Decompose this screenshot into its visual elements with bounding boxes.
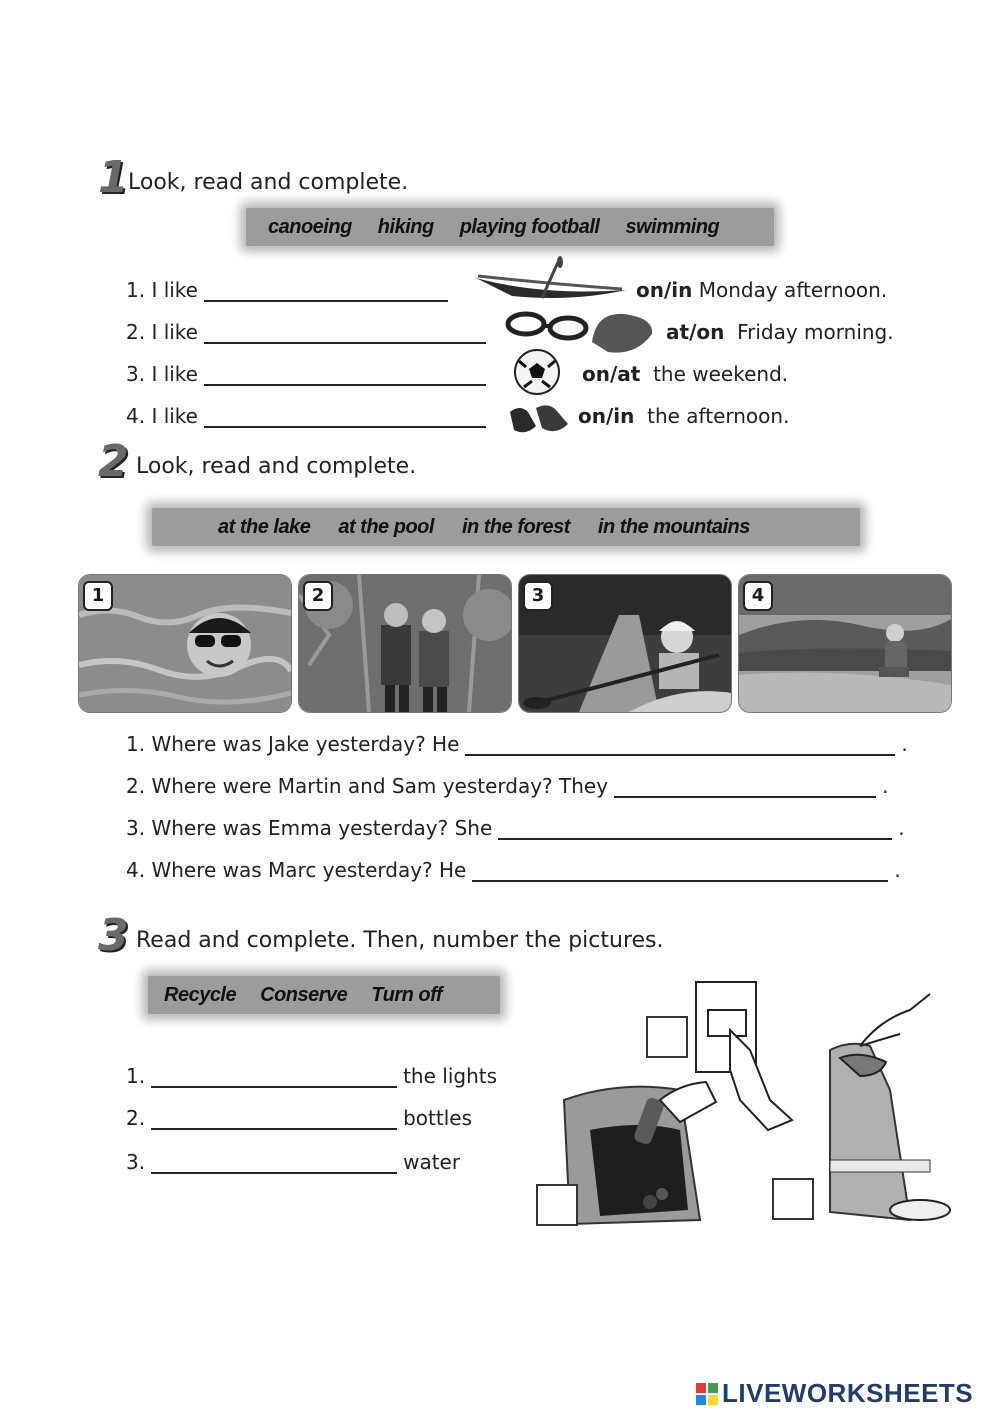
end-mark: . xyxy=(898,816,905,840)
row-label: 1. I like xyxy=(126,278,198,302)
word-bank-item: Turn off xyxy=(371,983,443,1006)
row-rest: bottles xyxy=(403,1106,472,1130)
photo-number: 3 xyxy=(523,581,553,611)
word-bank-item: Recycle xyxy=(164,983,237,1006)
answer-input-1-3[interactable] xyxy=(204,362,486,386)
answer-input-1-1[interactable] xyxy=(204,278,448,302)
exercise-1-row-4-options xyxy=(578,404,789,428)
exercise-2-question-4 xyxy=(126,858,901,882)
row-rest: the afternoon. xyxy=(634,404,790,428)
option-separator: / xyxy=(663,278,672,302)
option-word[interactable]: on xyxy=(696,320,725,344)
word-bank-item: Conserve xyxy=(260,983,348,1006)
word-bank-item: at the lake xyxy=(218,515,311,538)
exercise-2-number: 2 xyxy=(98,436,129,487)
exercise-1-row-4 xyxy=(126,404,492,428)
exercise-1-row-3-options xyxy=(582,362,788,386)
option-word[interactable]: on xyxy=(636,278,664,302)
row-label: 4. I like xyxy=(126,404,198,428)
option-word[interactable]: on xyxy=(578,404,606,428)
row-label: 3. I like xyxy=(126,362,198,386)
exercise-3-heading: Read and complete. Then, number the pictures. xyxy=(136,928,664,953)
answer-input-1-4[interactable] xyxy=(204,404,486,428)
picture-number-box-tap[interactable] xyxy=(772,1178,814,1220)
liveworksheets-logo-icon xyxy=(696,1383,718,1405)
photo-swimming xyxy=(78,574,292,713)
exercise-1-number: 1 xyxy=(98,152,129,203)
word-bank-item: hiking xyxy=(377,215,434,238)
hand-icon xyxy=(730,1030,792,1130)
exercise-3-illustration xyxy=(530,980,960,1230)
exercise-3-row-1 xyxy=(126,1064,497,1088)
question-text: 1. Where was Jake yesterday? He xyxy=(126,732,460,756)
row-rest: the lights xyxy=(403,1064,498,1088)
hiking-boots-icon xyxy=(506,402,572,438)
row-label: 1. xyxy=(126,1064,146,1088)
exercise-1-row-1-options xyxy=(636,278,887,302)
option-separator: / xyxy=(689,320,697,344)
exercise-3-row-3 xyxy=(126,1150,460,1174)
exercise-3-number: 3 xyxy=(98,910,129,961)
exercise-2-heading: Look, read and complete. xyxy=(136,454,417,479)
answer-input-2-2[interactable] xyxy=(614,774,876,798)
word-bank-item: at the pool xyxy=(338,515,434,538)
option-word[interactable]: at xyxy=(666,320,690,344)
answer-input-2-3[interactable] xyxy=(498,816,892,840)
option-word[interactable]: on xyxy=(582,362,610,386)
question-text: 4. Where was Marc yesterday? He xyxy=(126,858,467,882)
exercise-1-row-3 xyxy=(126,362,492,386)
answer-input-1-2[interactable] xyxy=(204,320,486,344)
picture-number-box-switch[interactable] xyxy=(646,1016,688,1058)
answer-input-2-1[interactable] xyxy=(465,732,895,756)
photo-number: 4 xyxy=(743,581,773,611)
word-bank-item: playing football xyxy=(459,215,600,238)
exercise-2-question-1 xyxy=(126,732,908,756)
option-separator: / xyxy=(605,404,614,428)
option-word[interactable]: in xyxy=(613,404,635,428)
question-text: 3. Where was Emma yesterday? She xyxy=(126,816,493,840)
photo-mountains xyxy=(738,574,952,713)
exercise-2-question-2 xyxy=(126,774,888,798)
exercise-1-row-2-options xyxy=(666,320,894,344)
footer-logo xyxy=(696,1378,973,1409)
option-word[interactable]: at xyxy=(617,362,641,386)
row-label: 3. xyxy=(126,1150,146,1174)
exercise-3-word-bank xyxy=(148,976,500,1014)
logo-text: LIVEWORKSHEETS xyxy=(722,1378,974,1408)
photo-forest xyxy=(298,574,512,713)
football-icon xyxy=(510,347,564,397)
answer-input-3-1[interactable] xyxy=(151,1064,397,1088)
row-rest: Monday afternoon. xyxy=(692,278,888,302)
kayak-icon xyxy=(472,256,630,304)
row-rest: water xyxy=(403,1150,461,1174)
option-separator: / xyxy=(609,362,618,386)
question-text: 2. Where were Martin and Sam yesterday? They xyxy=(126,774,609,798)
exercise-1-word-bank xyxy=(246,208,774,246)
row-rest: Friday morning. xyxy=(724,320,894,344)
exercise-1-heading: Look, read and complete. xyxy=(128,170,409,195)
end-mark: . xyxy=(901,732,908,756)
option-word[interactable]: in xyxy=(671,278,693,302)
word-bank-item: canoeing xyxy=(268,215,352,238)
photo-lake xyxy=(518,574,732,713)
exercise-3-row-2 xyxy=(126,1106,472,1130)
word-bank-item: swimming xyxy=(625,215,720,238)
answer-input-3-3[interactable] xyxy=(151,1150,397,1174)
exercise-2-question-3 xyxy=(126,816,905,840)
answer-input-3-2[interactable] xyxy=(151,1106,397,1130)
end-mark: . xyxy=(882,774,889,798)
answer-input-2-4[interactable] xyxy=(472,858,888,882)
row-label: 2. I like xyxy=(126,320,198,344)
exercise-1-row-1 xyxy=(126,278,454,302)
word-bank-item: in the forest xyxy=(461,515,570,538)
exercise-2-word-bank xyxy=(152,508,860,546)
exercise-1-row-2 xyxy=(126,320,492,344)
word-bank-item: in the mountains xyxy=(597,515,750,538)
picture-number-box-bin[interactable] xyxy=(536,1184,578,1226)
row-label: 2. xyxy=(126,1106,146,1130)
photo-number: 1 xyxy=(83,581,113,611)
end-mark: . xyxy=(894,858,901,882)
row-rest: the weekend. xyxy=(640,362,789,386)
photo-number: 2 xyxy=(303,581,333,611)
